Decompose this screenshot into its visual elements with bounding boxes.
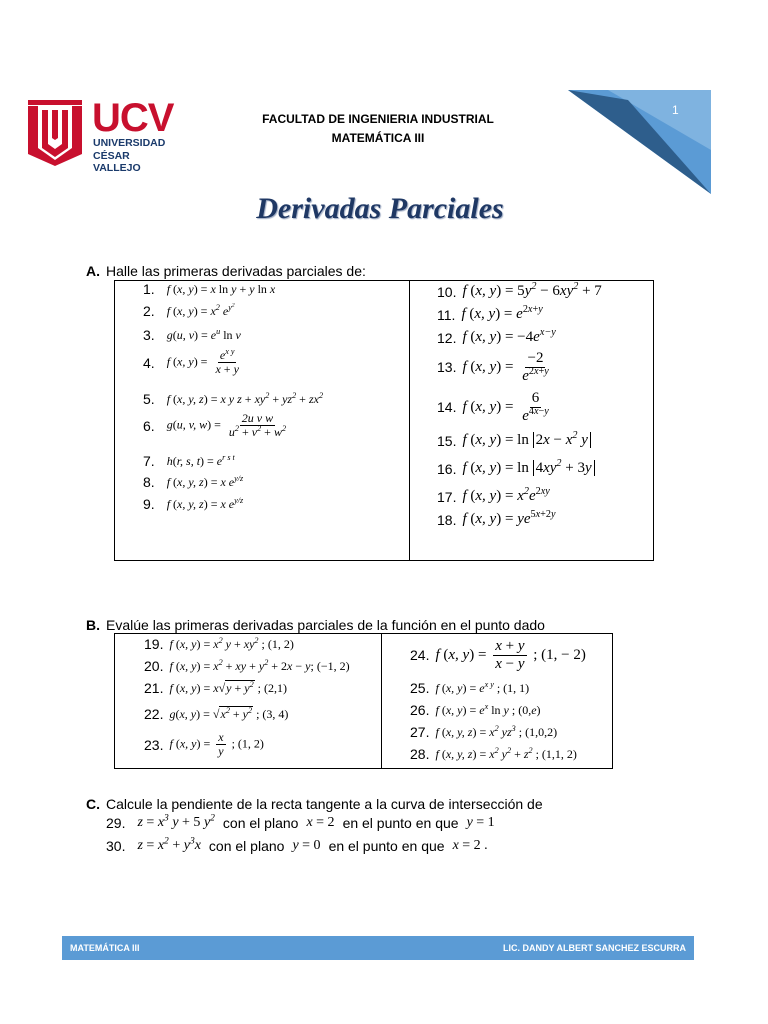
exercise-15: 15. f (x, $y) = \ln 2x - x^2$ y [437, 432, 591, 449]
section-c-text: Calcule la pendiente de la recta tangente a la curva de intersección de [106, 796, 543, 812]
exercise-4: 4. f (x, y) = $\frac{e^{x y}}{x + y}$ [143, 347, 239, 377]
footer-author: LIC. DANDY ALBERT SANCHEZ ESCURRA [502, 943, 686, 953]
footer-course: MATEMÁTICA III [70, 943, 140, 953]
exercise-28: 28. f (x, y, $z) = x^2$ $y^2 + z^2$ ; (1,1, 2) [410, 745, 577, 762]
exercise-25: 25. f (x, $y) = e^{x y}$ ; (1, 1) [410, 679, 530, 696]
page-number: 1 [672, 103, 679, 117]
exercise-12: 12. f (x, $y) = -4e^{x-y}$ [437, 327, 556, 346]
course-heading: MATEMÁTICA III [331, 131, 425, 145]
exercise-17: 17. f (x, $y) = x^2e^{2xy}$ [437, 486, 550, 505]
exercise-24: 24. f (x, y) = $\frac{x + y}{x - y}$ ; (1, − 2) [410, 638, 586, 672]
section-b-text: Evalúe las primeras derivadas parciales de la función en el punto dado [106, 617, 545, 633]
exercise-29: 29. $z = x^3$ y + 5 $y^2$ con el plano x = 2 en el punto en que y = 1 [106, 813, 495, 831]
section-a-letter: A. [86, 263, 100, 279]
exercise-22: 22. g(x, $y) = √x^2 + y^2$ ; (3, 4) [144, 705, 289, 722]
exercise-21: 21. f (x, $y) = x√y + y^2$ ; (2,1) [144, 679, 287, 696]
logo-line-2: CÉSAR VALLEJO [93, 150, 141, 174]
section-c-heading [86, 796, 543, 812]
exercise-16: 16. f (x, $y) = \ln 4xy^2 + 3y$ [437, 460, 595, 477]
exercise-27: 27. f (x, y, $z) = x^2$ $yz^3$ ; (1,0,2) [410, 723, 558, 740]
exercise-13: 13. f (x, y) = $\frac{-2}{e^{2x+y}}$ [437, 350, 549, 384]
exercise-19: 19. f (x, $y) = x^2$ $y + xy^2$ ; (1, 2) [144, 635, 294, 652]
section-a-text: Halle las primeras derivadas parciales de: [106, 263, 366, 279]
logo-line-1: UNIVERSIDAD [93, 137, 166, 149]
exercise-14: 14. f (x, y) = $\frac{6}{e^{4x-y}}$ [437, 390, 549, 424]
exercise-10: 10. f (x, $y) = 5y^2 - 6xy^2 + 7$ [437, 281, 602, 300]
section-c-letter: C. [86, 796, 100, 812]
exercise-18: 18. f (x, $y) = ye^{5x+2y}$ [437, 509, 556, 528]
page-title: Derivadas Parciales [256, 192, 504, 225]
exercise-7: 7. h(r, s, $t) = e^{r s t}$ [143, 452, 235, 469]
exercise-1: 1. f (x, y) = x ln y + y ln x [143, 281, 276, 297]
section-b-letter: B. [86, 617, 100, 633]
exercise-5: 5. f (x, y, z) = x y $z + xy^2 + yz^2 + zx^2$ [143, 390, 324, 407]
faculty-heading: FACULTAD DE INGENIERIA INDUSTRIAL [262, 112, 494, 126]
exercise-11: 11. f (x, $y) = e^{2x+y}$ [437, 304, 543, 323]
column-divider [381, 634, 382, 768]
column-divider [409, 281, 410, 560]
exercise-30: 30. $z = x^2 + y^3x$ con el plano y = 0 en el punto en que x = 2 . [106, 836, 488, 854]
exercise-6: 6. g(u, v, w) = $\frac{\text{2u v w}}{u^2 + v^2 + w^2}$ [143, 411, 287, 440]
exercise-8: 8. f (x, y, z) = x $e^{y/z}$ [143, 473, 244, 490]
exercise-23: 23. f (x, y) = $\frac{x}{y}$ ; (1, 2) [144, 730, 264, 759]
logo-name: UCV [92, 96, 174, 140]
exercise-3: 3. g(u, $v) = e^u$ ln v [143, 326, 241, 343]
exercise-9: 9. f (x, y, z) = x $e^{y/z}$ [143, 495, 244, 512]
section-a-heading [86, 263, 366, 279]
exercise-2: 2. f (x, $y) = x^2$ $e^{y^2}$ [143, 301, 235, 319]
page-corner-decoration [568, 90, 711, 194]
exercise-20: 20. f (x, $y) = x^2$ + xy + $y^2 + 2x - y$; (−1, 2) [144, 657, 350, 674]
page-footer [62, 936, 694, 960]
exercise-26: 26. f (x, $y) = e^x$ ln y ; (0,e) [410, 701, 541, 718]
section-b-heading [86, 617, 545, 633]
